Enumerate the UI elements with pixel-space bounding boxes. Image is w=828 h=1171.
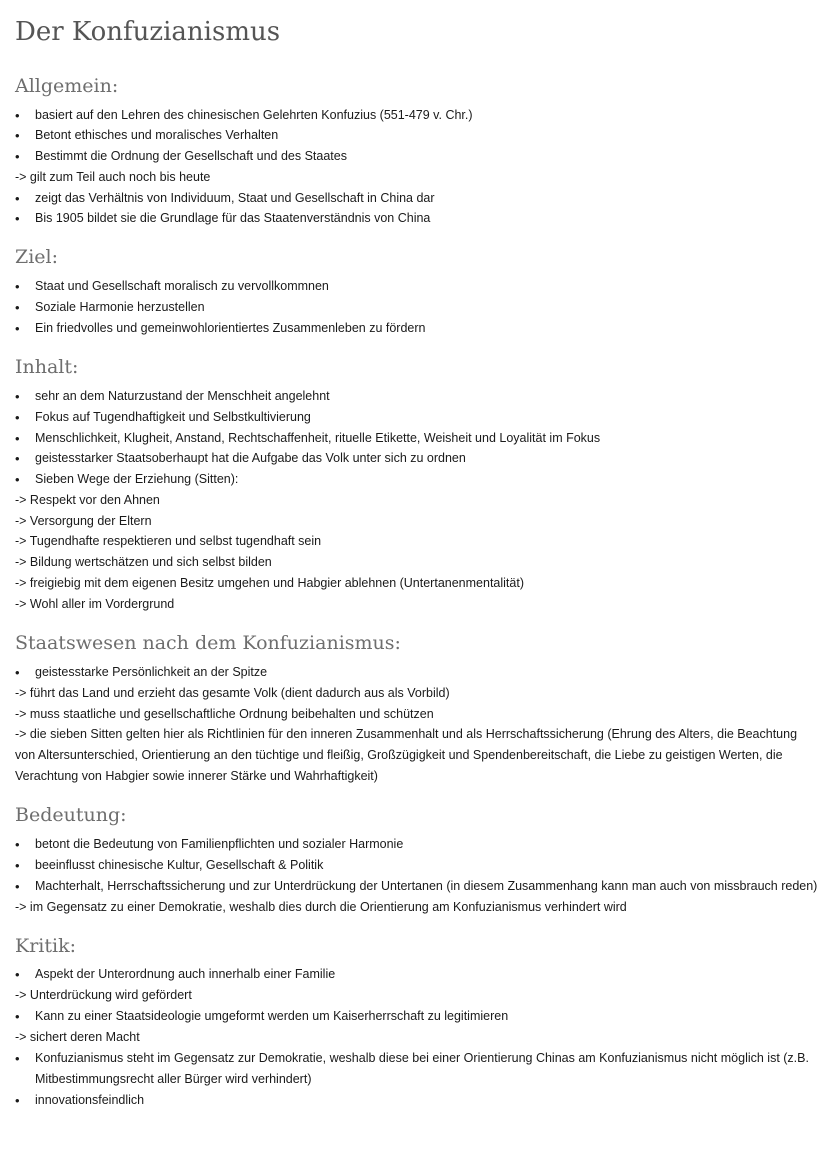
page-title: Der Konfuzianismus bbox=[15, 17, 281, 47]
bullet-icon: • bbox=[15, 1009, 20, 1024]
bullet-icon: • bbox=[15, 279, 20, 294]
arrow-line: -> führt das Land und erzieht das gesamte Volk (dient dadurch aus als Vorbild) bbox=[15, 686, 450, 700]
arrow-line: -> Bildung wertschätzen und sich selbst bilden bbox=[15, 555, 272, 569]
arrow-line: -> gilt zum Teil auch noch bis heute bbox=[15, 170, 211, 184]
arrow-line: -> im Gegensatz zu einer Demokratie, weshalb dies durch die Orientierung am Konfuzianismus verhindert wird bbox=[15, 900, 627, 914]
arrow-paragraph: -> die sieben Sitten gelten hier als Richtlinien für den inneren Zusammenhalt und als Herrschaftssicherung (Ehrung des Alters, die Beachtung von Altersunterschied, Orientierung an den tüchtige und fleißig, Großzügigkeit und Spendenbereitschaft, die Liebe zu geistigen Werten, die Verachtung von Habgier sowie innerer Stärke und Wahrhaftigkeit) bbox=[15, 727, 798, 783]
section-heading-bedeutung: Bedeutung: bbox=[15, 804, 127, 826]
bullet-icon: • bbox=[15, 665, 20, 680]
arrow-line: -> freigiebig mit dem eigenen Besitz umgehen und Habgier ablehnen (Untertanenmentalität) bbox=[15, 576, 524, 590]
bullet-icon: • bbox=[15, 300, 20, 315]
bullet-icon: • bbox=[15, 1051, 20, 1066]
bullet-icon: • bbox=[15, 451, 20, 466]
arrow-line: -> Unterdrückung wird gefördert bbox=[15, 988, 192, 1002]
arrow-line: -> muss staatliche und gesellschaftliche Ordnung beibehalten und schützen bbox=[15, 707, 434, 721]
arrow-line: -> Wohl aller im Vordergrund bbox=[15, 597, 175, 611]
bullet-icon: • bbox=[15, 389, 20, 404]
arrow-line: -> Tugendhafte respektieren und selbst tugendhaft sein bbox=[15, 534, 322, 548]
arrow-line: -> Versorgung der Eltern bbox=[15, 514, 152, 528]
bullet-icon: • bbox=[15, 191, 20, 206]
bullet-icon: • bbox=[15, 431, 20, 446]
bullet-icon: • bbox=[15, 211, 20, 226]
section-heading-ziel: Ziel: bbox=[15, 246, 59, 268]
section-heading-staatswesen: Staatswesen nach dem Konfuzianismus: bbox=[15, 632, 401, 654]
bullet-icon: • bbox=[15, 837, 20, 852]
document-page: Der Konfuzianismus Allgemein: • basiert auf den Lehren des chinesischen Gelehrten Konfuzius (551-479 v. Chr.) • Betont ethisches und moralisches Verhalten • Bestimmt die Ordnung der Gesellschaft und des Staates -> gilt zum Teil auch noch bis heute • zeigt das Verhältnis von Individuum, Staat und Gesellschaft in China dar • Bis 1905 bildet sie die Grundlage für das Staatenverständnis von China Ziel: • Staat und Gesellschaft moralisch zu vervollkommnen • Soziale Harmonie herzustellen • Ein friedvolles und gemeinwohlorientiertes Zusammenleben zu fördern Inhalt: • sehr an dem Naturzustand der Menschheit angelehnt • Fokus auf Tugendhaftigkeit und Selbstkultivierung • Menschlichkeit, Klugheit, Anstand, Rechtschaffenheit, rituelle Etikette, Weisheit und Loyalität im Fokus • geistesstarker Staatsoberhaupt hat die Aufgabe das Volk unter sich zu ordnen • Sieben Wege der Erziehung (Sitten): -> Respekt vor den Ahnen -> Versorgung der Eltern -> Tugendhafte respektieren und selbst tugendhaft sein -> Bildung wertschätzen und sich selbst bilden -> freigiebig mit dem eigenen Besitz umgehen und Habgier ablehnen (Untertanenmentalität) -> Wohl aller im Vordergrund Staatswesen nach dem Konfuzianismus: • geistesstarke Persönlichkeit an der Spitze -> führt das Land und erzieht das gesamte Volk (dient dadurch aus als Vorbild) -> muss staatliche und gesellschaftliche Ordnung beibehalten und schützen -> die sieben Sitten gelten hier als Richtlinien für den inneren Zusammenhalt und als Herrschaftssicherung (Ehrung des Alters, die Beachtung von Altersunterschied, Orientierung an den tüchtige und fleißig, Großzügigkeit und Spendenbereitschaft, die Liebe zu geistigen Werten, die Verachtung von Habgier sowie innerer Stärke und Wahrhaftigkeit) Bedeutung: • betont die Bedeutung von Familienpflichten und sozialer Harmonie • beeinflusst chinesische Kultur, Gesellschaft & Politik • Machterhalt, Herrschaftssicherung und zur Unterdrückung der Untertanen (in diesem Zusammenhang kann man auch von missbrauch reden) -> im Gegensatz zu einer Demokratie, weshalb dies durch die Orientierung am Konfuzianismus verhindert wird Kritik: • Aspekt der Unterordnung auch innerhalb einer Familie -> Unterdrückung wird gefördert • Kann zu einer Staatsideologie umgeformt werden um Kaiserherrschaft zu legitimieren -> sichert deren Macht • Konfuzianismus steht im Gegensatz zur Demokratie, weshalb diese bei einer Orientierung Chinas am Konfuzianismus nicht möglich ist (z.B. Mitbestimmungsrecht aller Bürger wird verhindert) • innovationsfeindlich bbox=[0, 0, 828, 1171]
bullet-icon: • bbox=[15, 108, 20, 123]
section-heading-allgemein: Allgemein: bbox=[15, 75, 119, 97]
section-heading-kritik: Kritik: bbox=[15, 935, 76, 957]
bullet-icon: • bbox=[15, 321, 20, 336]
arrow-line: -> sichert deren Macht bbox=[15, 1030, 140, 1044]
bullet-icon: • bbox=[15, 128, 20, 143]
arrow-line: -> Respekt vor den Ahnen bbox=[15, 493, 160, 507]
bullet-icon: • bbox=[15, 149, 20, 164]
bullet-icon: • bbox=[15, 967, 20, 982]
bullet-icon: • bbox=[15, 1093, 20, 1108]
bullet-icon: • bbox=[15, 410, 20, 425]
bullet-icon: • bbox=[15, 879, 20, 894]
bullet-icon: • bbox=[15, 858, 20, 873]
bullet-icon: • bbox=[15, 472, 20, 487]
section-heading-inhalt: Inhalt: bbox=[15, 356, 79, 378]
list-item-continuation: Mitbestimmungsrecht aller Bürger wird verhindert) bbox=[35, 1072, 312, 1086]
